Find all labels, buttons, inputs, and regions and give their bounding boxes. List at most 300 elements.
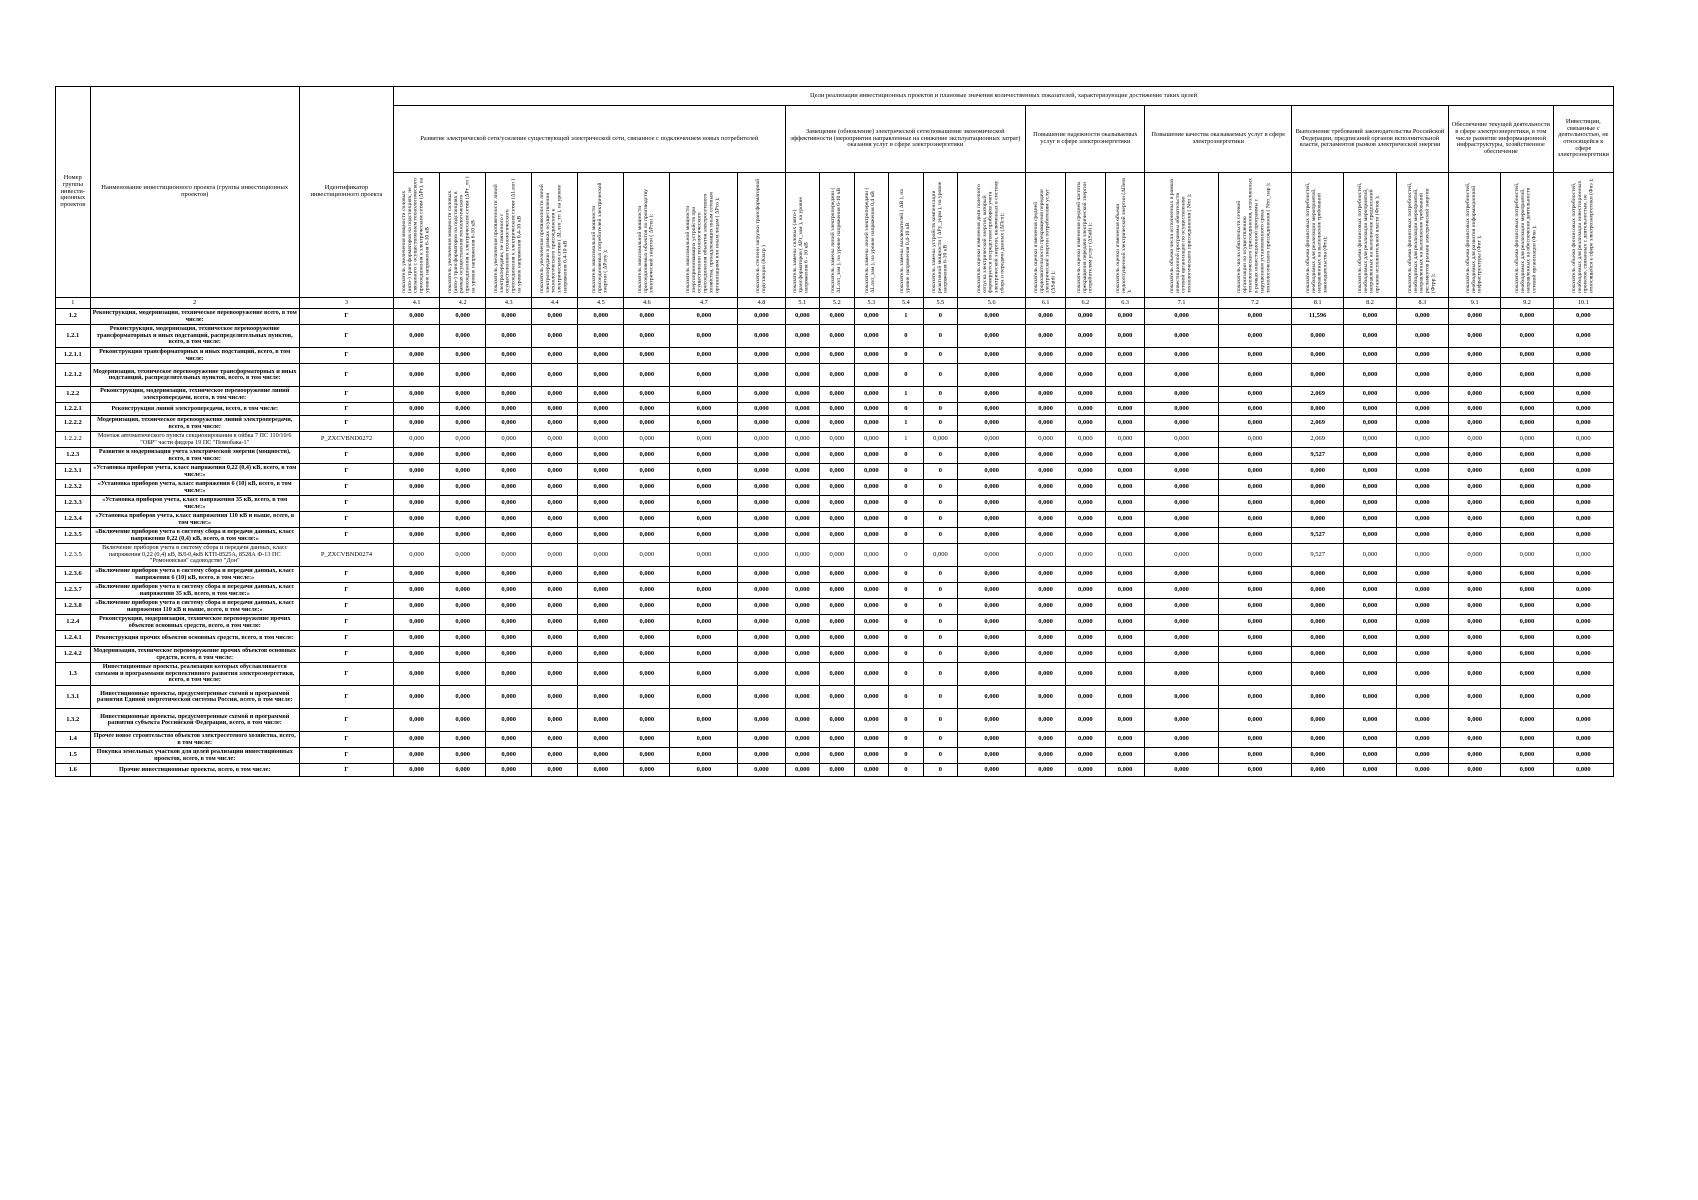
value-cell: 0,000 — [738, 544, 785, 567]
value-cell: 0 — [923, 496, 958, 512]
value-cell: 0,000 — [394, 348, 440, 364]
value-cell: 0,000 — [785, 583, 820, 599]
value-cell: 0,000 — [486, 325, 532, 348]
value-cell: 0,000 — [1449, 528, 1501, 544]
indicator-header-text: показатель максимальной мощности присоединяемых потребителей электрической энергии ( ΔPэпу ); — [591, 182, 609, 293]
value-cell: 0,000 — [1501, 325, 1553, 348]
value-cell: 0,000 — [1065, 416, 1105, 432]
value-cell: 0,000 — [1065, 599, 1105, 615]
value-cell: 0,000 — [1145, 732, 1218, 748]
value-cell: 0,000 — [1344, 764, 1396, 777]
value-cell: 0,000 — [738, 348, 785, 364]
value-cell: 0,000 — [1396, 364, 1448, 387]
value-cell: 0,000 — [1105, 416, 1145, 432]
indicator-header — [532, 173, 578, 298]
value-cell: 0,000 — [1553, 631, 1613, 647]
value-cell: 0,000 — [1218, 748, 1291, 764]
indicator-header-text: показатель максимальной мощности присоединяемых объектов по производству электрической энергии ( ΔPген ); — [637, 188, 655, 293]
value-cell: 0,000 — [670, 325, 738, 348]
value-cell: 0,000 — [958, 432, 1026, 448]
header-group: Инвестиции, связанные с деятельностью, не относящейся к сфере электроэнергетики — [1553, 106, 1613, 173]
value-cell: 0,000 — [486, 448, 532, 464]
value-cell: 0,000 — [532, 416, 578, 432]
value-cell: 0,000 — [440, 496, 486, 512]
value-cell: 0,000 — [1145, 686, 1218, 709]
header-group: Повышение качества оказываемых услуг в сфере электроэнергетики — [1145, 106, 1292, 173]
value-cell: 0,000 — [624, 544, 670, 567]
value-cell: 0,000 — [1501, 403, 1553, 416]
value-cell: 0,000 — [820, 448, 855, 464]
row-name: Модернизация, техническое перевооружение трансформаторных и иных подстанций, распределительных пунктов, всего, в том числе: — [90, 364, 299, 387]
value-cell: 0,000 — [532, 512, 578, 528]
value-cell: 0,000 — [958, 583, 1026, 599]
value-cell: 0,000 — [624, 583, 670, 599]
value-cell: 0,000 — [1396, 615, 1448, 631]
column-number: 5.4 — [889, 298, 924, 309]
value-cell: 0 — [889, 663, 924, 686]
value-cell: 0,000 — [1026, 647, 1066, 663]
value-cell: 0,000 — [820, 528, 855, 544]
value-cell: 0,000 — [738, 732, 785, 748]
row-name: Инвестиционные проекты, реализация которых обуславливается схемами и программами перспективного развития электроэнергетики, всего, в том числе: — [90, 663, 299, 686]
value-cell: 0,000 — [785, 387, 820, 403]
value-cell: 0 — [889, 448, 924, 464]
value-cell: 0,000 — [624, 496, 670, 512]
row-name: Реконструкция трансформаторных и иных подстанций, всего, в том числе: — [90, 348, 299, 364]
value-cell: 0,000 — [394, 325, 440, 348]
value-cell: 0,000 — [1501, 544, 1553, 567]
value-cell: 0,000 — [1292, 615, 1344, 631]
indicator-header-text: показатель увеличения протяженности линий электропередачи, не связанного с осуществлением технологического присоединения к электрическим сетям (ΔLлэп ) на уровне напряжения 0,4-10 кВ — [493, 178, 523, 293]
value-cell: 0,000 — [854, 448, 889, 464]
value-cell: 0,000 — [1449, 309, 1501, 325]
value-cell: 0,000 — [1292, 480, 1344, 496]
value-cell: 0,000 — [440, 631, 486, 647]
value-cell: 0,000 — [820, 647, 855, 663]
value-cell: 0,000 — [820, 567, 855, 583]
value-cell: 0,000 — [1344, 528, 1396, 544]
value-cell: 0,000 — [578, 496, 624, 512]
value-cell: 0,000 — [486, 709, 532, 732]
value-cell: 0,000 — [394, 599, 440, 615]
table-row — [56, 432, 1614, 448]
value-cell: 0,000 — [578, 387, 624, 403]
table-row — [56, 496, 1614, 512]
value-cell: 0,000 — [854, 686, 889, 709]
value-cell: 0,000 — [854, 663, 889, 686]
value-cell: 0,000 — [394, 748, 440, 764]
value-cell: 0 — [923, 732, 958, 748]
value-cell: 0,000 — [532, 663, 578, 686]
value-cell: 0,000 — [1553, 647, 1613, 663]
value-cell: 0,000 — [1026, 599, 1066, 615]
value-cell: 0,000 — [1501, 583, 1553, 599]
column-number: 9.1 — [1449, 298, 1501, 309]
value-cell: 0,000 — [394, 496, 440, 512]
row-name: Реконструкция, модернизация, техническое перевооружение трансформаторных и иных подстанций, распределительных пунктов, всего, в том числе: — [90, 325, 299, 348]
value-cell: 0,000 — [1344, 512, 1396, 528]
value-cell: 0,000 — [1501, 348, 1553, 364]
value-cell: 0,000 — [1026, 403, 1066, 416]
value-cell: 0,000 — [820, 512, 855, 528]
indicator-header-text: показатель замены линий электропередачи ( ΔLлэп_зам ), на уровне напряжения 6-10 кВ — [829, 187, 842, 293]
value-cell: 0 — [889, 480, 924, 496]
table-row — [56, 663, 1614, 686]
value-cell: 0,000 — [1449, 748, 1501, 764]
value-cell: 0,000 — [1501, 686, 1553, 709]
value-cell: 0,000 — [1553, 615, 1613, 631]
value-cell: 0,000 — [1501, 764, 1553, 777]
value-cell: 0,000 — [738, 309, 785, 325]
value-cell: 0,000 — [1396, 309, 1448, 325]
value-cell: 0,000 — [1553, 387, 1613, 403]
value-cell: 0,000 — [1344, 432, 1396, 448]
value-cell: 0,000 — [1553, 309, 1613, 325]
value-cell: 0,000 — [1344, 403, 1396, 416]
value-cell: 0,000 — [1218, 512, 1291, 528]
value-cell: 0 — [889, 364, 924, 387]
value-cell: 0,000 — [1396, 496, 1448, 512]
column-number: 6.2 — [1065, 298, 1105, 309]
value-cell: 0,000 — [1344, 480, 1396, 496]
value-cell: 0,000 — [1344, 464, 1396, 480]
row-number: 1.5 — [56, 748, 91, 764]
value-cell: 0,000 — [1065, 448, 1105, 464]
value-cell: 0,000 — [1449, 432, 1501, 448]
value-cell: 0,000 — [624, 615, 670, 631]
indicator-header — [1553, 173, 1613, 298]
value-cell: 0,000 — [1501, 647, 1553, 663]
column-number: 5.3 — [854, 298, 889, 309]
value-cell: 0,000 — [578, 583, 624, 599]
row-identifier: Г — [299, 732, 393, 748]
row-identifier: Г — [299, 615, 393, 631]
value-cell: 0,000 — [1145, 599, 1218, 615]
value-cell: 1 — [889, 432, 924, 448]
value-cell: 0,000 — [440, 583, 486, 599]
value-cell: 0,000 — [1449, 416, 1501, 432]
value-cell: 0,000 — [1553, 748, 1613, 764]
value-cell: 0,000 — [854, 309, 889, 325]
value-cell: 0,000 — [1501, 512, 1553, 528]
value-cell: 0,000 — [1065, 764, 1105, 777]
value-cell: 0,000 — [1026, 480, 1066, 496]
value-cell: 0,000 — [958, 631, 1026, 647]
indicator-header — [738, 173, 785, 298]
value-cell: 0,000 — [1553, 583, 1613, 599]
value-cell: 0,000 — [1344, 631, 1396, 647]
row-number: 1.2.3.1 — [56, 464, 91, 480]
value-cell: 0,000 — [1105, 663, 1145, 686]
value-cell: 0,000 — [1065, 732, 1105, 748]
row-name: Реконструкция, модернизация, техническое перевооружение всего, в том числе: — [90, 309, 299, 325]
value-cell: 0,000 — [394, 615, 440, 631]
value-cell: 0,000 — [532, 403, 578, 416]
column-number: 4.2 — [440, 298, 486, 309]
value-cell: 0,000 — [670, 528, 738, 544]
value-cell: 0,000 — [1065, 496, 1105, 512]
value-cell: 0,000 — [578, 348, 624, 364]
header-group: Замещение (обновление) электрической сети/повышение экономической эффективности (мероприятия направленные на снижение эксплуатационных затрат) оказания услуг в сфере электроэнергетики — [785, 106, 1026, 173]
value-cell: 0,000 — [624, 348, 670, 364]
value-cell: 0,000 — [1449, 583, 1501, 599]
value-cell: 0,000 — [1396, 528, 1448, 544]
row-name: «Включение приборов учета в систему сбора и передачи данных, класс напряжения 110 кВ и выше, всего, в том числе:» — [90, 599, 299, 615]
value-cell: 0,000 — [394, 512, 440, 528]
value-cell: 0,000 — [578, 325, 624, 348]
indicator-header — [1218, 173, 1291, 298]
column-number: 10.1 — [1553, 298, 1613, 309]
value-cell: 0,000 — [1065, 512, 1105, 528]
value-cell: 0,000 — [854, 732, 889, 748]
indicator-header-text: показатель объема финансовых потребностей, необходимых для реализации мероприятий, направленных на обеспечение деятельности сетевой организации (Фхо ); — [1514, 182, 1538, 293]
value-cell: 0,000 — [532, 732, 578, 748]
indicator-header-text: показатель максимальной мощности энергопринимающих устройств при осуществлении технологического присоединения объектов электросетевого хозяйства, принадлежащих иным сетевым организациям или иным лицам ( ΔPсо ); — [685, 191, 721, 293]
row-identifier: Г — [299, 416, 393, 432]
value-cell: 0,000 — [1105, 686, 1145, 709]
value-cell: 0,000 — [1553, 480, 1613, 496]
value-cell: 0,000 — [394, 528, 440, 544]
value-cell: 0,000 — [1218, 631, 1291, 647]
value-cell: 0,000 — [1344, 325, 1396, 348]
value-cell: 0,000 — [578, 416, 624, 432]
value-cell: 0,000 — [532, 464, 578, 480]
value-cell: 0 — [889, 615, 924, 631]
value-cell: 0,000 — [1065, 464, 1105, 480]
value-cell: 0,000 — [1218, 615, 1291, 631]
column-number: 8.3 — [1396, 298, 1448, 309]
value-cell: 0,000 — [624, 432, 670, 448]
row-name: Включение приборов учета в систему сбора и передачи данных, класс напряжения 0,22 (0,4) кВ, ВЛ-0,4кВ КТП-8525А, 8528А Ф-13 ПС "Ромоновская" садоводство "Дон" — [90, 544, 299, 567]
value-cell: 0,000 — [1449, 448, 1501, 464]
value-cell: 0,000 — [738, 764, 785, 777]
indicator-header-text: показатель увеличения протяженности линий электропередачи в рамках осуществления технологического присоединения к электрическим сетям ( ΔLлэп_тп ), на уровне напряжения 0,4-10 кВ — [539, 183, 569, 293]
value-cell: 0,000 — [624, 599, 670, 615]
table-row — [56, 325, 1614, 348]
row-identifier: Г — [299, 309, 393, 325]
value-cell: 0,000 — [1449, 364, 1501, 387]
value-cell: 0,000 — [1292, 732, 1344, 748]
value-cell: 0,000 — [1396, 416, 1448, 432]
value-cell: 0,000 — [486, 615, 532, 631]
value-cell: 0,000 — [624, 709, 670, 732]
value-cell: 9,527 — [1292, 544, 1344, 567]
value-cell: 0,000 — [1553, 496, 1613, 512]
value-cell: 0 — [889, 647, 924, 663]
value-cell: 0,000 — [1396, 480, 1448, 496]
value-cell: 0,000 — [1501, 567, 1553, 583]
value-cell: 0,000 — [578, 512, 624, 528]
value-cell: 0,000 — [1105, 599, 1145, 615]
indicator-header-text: показатель оценки изменения средней продолжительности прекращения передачи электрической энергии потребителям услуг (ΔSaidi ); — [1032, 188, 1057, 293]
row-identifier: Г — [299, 480, 393, 496]
value-cell: 0,000 — [624, 512, 670, 528]
table-row — [56, 631, 1614, 647]
value-cell: 0,000 — [785, 464, 820, 480]
value-cell: 0,000 — [1218, 364, 1291, 387]
value-cell: 0,000 — [1553, 663, 1613, 686]
value-cell: 0,000 — [624, 480, 670, 496]
indicator-header — [486, 173, 532, 298]
value-cell: 0,000 — [820, 686, 855, 709]
value-cell: 0,000 — [1145, 528, 1218, 544]
indicator-header — [923, 173, 958, 298]
column-number: 7.1 — [1145, 298, 1218, 309]
value-cell: 0,000 — [785, 403, 820, 416]
value-cell: 0,000 — [440, 663, 486, 686]
value-cell: 0,000 — [1145, 309, 1218, 325]
value-cell: 0,000 — [1344, 544, 1396, 567]
indicator-header — [1026, 173, 1066, 298]
value-cell: 2,069 — [1292, 387, 1344, 403]
value-cell: 0,000 — [1396, 325, 1448, 348]
value-cell: 0,000 — [785, 631, 820, 647]
value-cell: 0,000 — [670, 496, 738, 512]
value-cell: 0,000 — [1065, 309, 1105, 325]
value-cell: 0,000 — [1218, 544, 1291, 567]
value-cell: 0 — [923, 325, 958, 348]
value-cell: 0 — [923, 647, 958, 663]
value-cell: 0,000 — [1026, 663, 1066, 686]
value-cell: 0,000 — [440, 732, 486, 748]
row-name: Монтаж автоматического пункта секционирования в ойбка 7 ПС 110/10/6 "ОБР" части фидера 19 ПС "Помобака-1" — [90, 432, 299, 448]
value-cell: 0,000 — [1218, 348, 1291, 364]
value-cell: 0,000 — [394, 686, 440, 709]
value-cell: 0,000 — [738, 387, 785, 403]
row-identifier: Г — [299, 325, 393, 348]
value-cell: 0,000 — [624, 764, 670, 777]
value-cell: 0,000 — [1026, 528, 1066, 544]
table-row — [56, 686, 1614, 709]
value-cell: 0,000 — [1344, 599, 1396, 615]
value-cell: 0,000 — [578, 364, 624, 387]
value-cell: 0 — [923, 403, 958, 416]
value-cell: 0,000 — [854, 599, 889, 615]
value-cell: 0,000 — [486, 599, 532, 615]
value-cell: 0,000 — [1105, 528, 1145, 544]
value-cell: 0,000 — [440, 512, 486, 528]
row-identifier: Г — [299, 528, 393, 544]
indicator-header-text: показатель замены выключателей ( ΔВ ), на уровне напряжения 0,4-10 кВ — [899, 188, 911, 293]
row-number: 1.2.3.7 — [56, 583, 91, 599]
indicator-header — [670, 173, 738, 298]
table-row — [56, 309, 1614, 325]
value-cell: 0,000 — [1065, 387, 1105, 403]
indicator-header — [440, 173, 486, 298]
value-cell: 0,000 — [1553, 686, 1613, 709]
row-identifier: Г — [299, 748, 393, 764]
row-name: Реконструкция, модернизация, техническое перевооружение прочих объектов основных средств, всего, в том числе: — [90, 615, 299, 631]
value-cell: 0,000 — [958, 567, 1026, 583]
value-cell: 0,000 — [624, 464, 670, 480]
row-number: 1.2.3 — [56, 448, 91, 464]
value-cell: 0,000 — [532, 432, 578, 448]
row-number: 1.2.3.5 — [56, 544, 91, 567]
column-number: 3 — [299, 298, 393, 309]
value-cell: 0,000 — [1026, 748, 1066, 764]
value-cell: 0 — [923, 448, 958, 464]
value-cell: 0 — [923, 480, 958, 496]
value-cell: 0,000 — [1218, 464, 1291, 480]
value-cell: 0,000 — [394, 309, 440, 325]
row-number: 1.2.4.2 — [56, 647, 91, 663]
value-cell: 0,000 — [624, 732, 670, 748]
value-cell: 0,000 — [578, 567, 624, 583]
value-cell: 0,000 — [1449, 387, 1501, 403]
value-cell: 0 — [923, 615, 958, 631]
column-number: 5.5 — [923, 298, 958, 309]
value-cell: 0,000 — [738, 709, 785, 732]
value-cell: 0,000 — [785, 732, 820, 748]
value-cell: 0,000 — [486, 732, 532, 748]
value-cell: 0,000 — [820, 663, 855, 686]
table-row — [56, 403, 1614, 416]
value-cell: 0,000 — [1145, 615, 1218, 631]
value-cell: 0,000 — [670, 615, 738, 631]
value-cell: 0,000 — [440, 764, 486, 777]
value-cell: 0 — [923, 387, 958, 403]
table-row — [56, 364, 1614, 387]
value-cell: 0,000 — [578, 732, 624, 748]
value-cell: 0 — [889, 748, 924, 764]
value-cell: 0,000 — [785, 663, 820, 686]
row-identifier: Г — [299, 364, 393, 387]
row-identifier: Г — [299, 448, 393, 464]
row-identifier: Г — [299, 387, 393, 403]
value-cell: 9,527 — [1292, 448, 1344, 464]
value-cell: 0,000 — [394, 432, 440, 448]
value-cell: 0,000 — [738, 416, 785, 432]
value-cell: 0,000 — [958, 764, 1026, 777]
value-cell: 0,000 — [1218, 416, 1291, 432]
value-cell: 0 — [923, 599, 958, 615]
value-cell: 0,000 — [578, 544, 624, 567]
value-cell: 0,000 — [1449, 348, 1501, 364]
value-cell: 0,000 — [394, 647, 440, 663]
value-cell: 0,000 — [670, 416, 738, 432]
value-cell: 0,000 — [394, 403, 440, 416]
value-cell: 0,000 — [958, 387, 1026, 403]
value-cell: 0,000 — [1026, 496, 1066, 512]
value-cell: 0,000 — [1396, 432, 1448, 448]
value-cell: 0,000 — [670, 464, 738, 480]
table-row — [56, 647, 1614, 663]
value-cell: 0,000 — [624, 387, 670, 403]
value-cell: 0,000 — [854, 764, 889, 777]
value-cell: 0,000 — [785, 647, 820, 663]
value-cell: 0,000 — [854, 583, 889, 599]
table-row — [56, 512, 1614, 528]
column-number: 2 — [90, 298, 299, 309]
value-cell: 0,000 — [624, 325, 670, 348]
value-cell: 0,000 — [785, 544, 820, 567]
row-name: «Установка приборов учета, класс напряжения 35 кВ, всего, в том числе:» — [90, 496, 299, 512]
value-cell: 0,000 — [1218, 309, 1291, 325]
value-cell: 0,000 — [1553, 432, 1613, 448]
value-cell: 0,000 — [1344, 732, 1396, 748]
value-cell: 0,000 — [440, 403, 486, 416]
value-cell: 0,000 — [820, 403, 855, 416]
value-cell: 0,000 — [1026, 432, 1066, 448]
value-cell: 0,000 — [1396, 512, 1448, 528]
value-cell: 0,000 — [1105, 732, 1145, 748]
row-number: 1.2.3.5 — [56, 528, 91, 544]
value-cell: 0,000 — [670, 686, 738, 709]
value-cell: 0 — [923, 709, 958, 732]
value-cell: 0,000 — [1105, 448, 1145, 464]
value-cell: 0,000 — [1145, 448, 1218, 464]
value-cell: 0,000 — [532, 583, 578, 599]
